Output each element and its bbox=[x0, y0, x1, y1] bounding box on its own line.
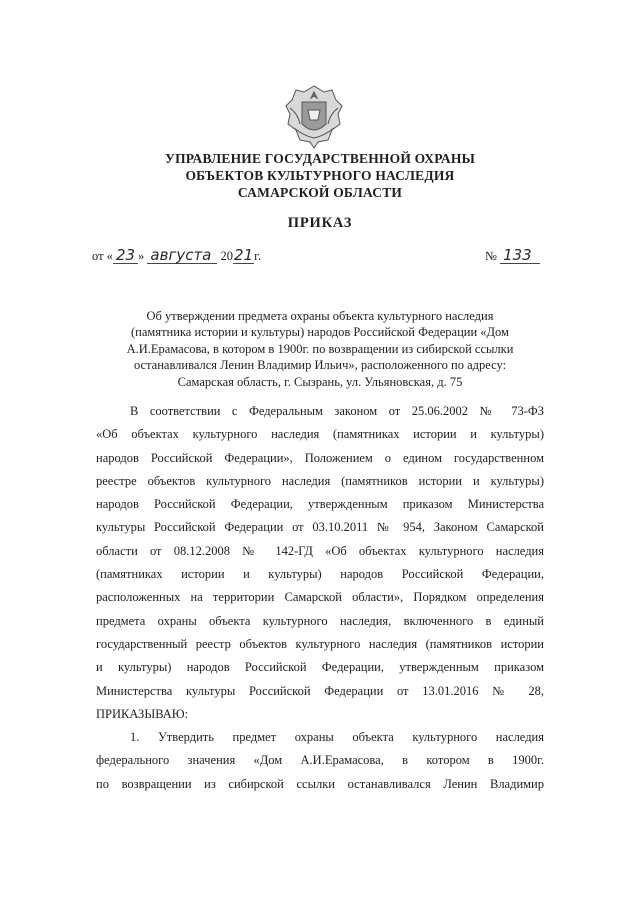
body-line: В соответствии с Федеральным законом от 25.06.2002 № 73-ФЗ bbox=[130, 404, 544, 418]
body-line: области от 08.12.2008 № 142-ГД «Об объектах культурного наследия bbox=[96, 543, 544, 558]
body-line: ПРИКАЗЫВАЮ: bbox=[96, 706, 189, 721]
date-year-handwritten: 21 bbox=[234, 246, 254, 264]
body-line: государственный реестр объектов культурного наследия (памятников истории bbox=[96, 636, 544, 651]
header-line-2: ОБЪЕКТОВ КУЛЬТУРНОГО НАСЛЕДИЯ bbox=[185, 168, 455, 183]
body-line: «Об объектах культурного наследия (памятниках истории и культуры) bbox=[96, 427, 544, 442]
date-suffix: г. bbox=[254, 249, 261, 263]
header-line-3: САМАРСКОЙ ОБЛАСТИ bbox=[237, 185, 403, 200]
subject-line: Об утверждении предмета охраны объекта культурного наследия bbox=[146, 309, 494, 323]
document-type-title: ПРИКАЗ bbox=[287, 215, 353, 231]
body-line: народов Российской Федерации, утвержденным приказом Министерства bbox=[96, 497, 544, 512]
body-line: 1. Утвердить предмет охраны объекта культурного наследия bbox=[130, 730, 544, 745]
date-day-handwritten: 23 bbox=[113, 247, 138, 264]
body-line: культуры Российской Федерации от 03.10.2011 № 954, Законом Самарской bbox=[96, 520, 544, 535]
body-line: расположенных на территории Самарской области», Порядком определения bbox=[96, 590, 544, 605]
subject-line: останавливался Ленин Владимир Ильич», расположенного по адресу: bbox=[133, 358, 507, 373]
body-line: и культуры) народов Российской Федерации, утвержденным приказом bbox=[96, 660, 544, 675]
body-line: Министерства культуры Российской Федерации от 13.01.2016 № 28, bbox=[96, 683, 544, 698]
order-number bbox=[485, 247, 540, 264]
coat-of-arms-emblem bbox=[278, 80, 350, 152]
number-label: № bbox=[485, 249, 497, 263]
date-year-prefix: 20 bbox=[220, 249, 234, 263]
body-line: (памятниках истории и культуры) народов Российской Федерации, bbox=[96, 567, 544, 582]
date-prefix: от « bbox=[92, 249, 113, 263]
order-subject bbox=[100, 308, 540, 390]
body-line: федерального значения «Дом А.И.Ерамасова, в котором в 1900г. bbox=[96, 753, 544, 768]
number-value-handwritten: 133 bbox=[500, 247, 540, 264]
order-date bbox=[92, 247, 261, 264]
body-line: народов Российской Федерации», Положением о едином государственном bbox=[96, 450, 544, 465]
body-line: предмета охраны объекта культурного наследия, включенного в единый bbox=[96, 613, 544, 628]
subject-line: (памятника истории и культуры) народов Российской Федерации «Дом bbox=[131, 325, 509, 340]
body-line: реестре объектов культурного наследия (памятников истории и культуры) bbox=[96, 473, 544, 488]
order-body bbox=[96, 400, 544, 796]
organization-header bbox=[0, 150, 640, 201]
date-month-handwritten: августа bbox=[147, 247, 217, 264]
body-line: по возвращении из сибирской ссылки останавливался Ленин Владимир bbox=[96, 776, 544, 791]
date-mid: » bbox=[138, 249, 145, 263]
subject-line: Самарская область, г. Сызрань, ул. Ульяновская, д. 75 bbox=[177, 374, 463, 389]
header-line-1: УПРАВЛЕНИЕ ГОСУДАРСТВЕННОЙ ОХРАНЫ bbox=[164, 151, 476, 166]
subject-line: А.И.Ерамасова, в котором в 1900г. по возвращении из сибирской ссылки bbox=[126, 341, 514, 356]
